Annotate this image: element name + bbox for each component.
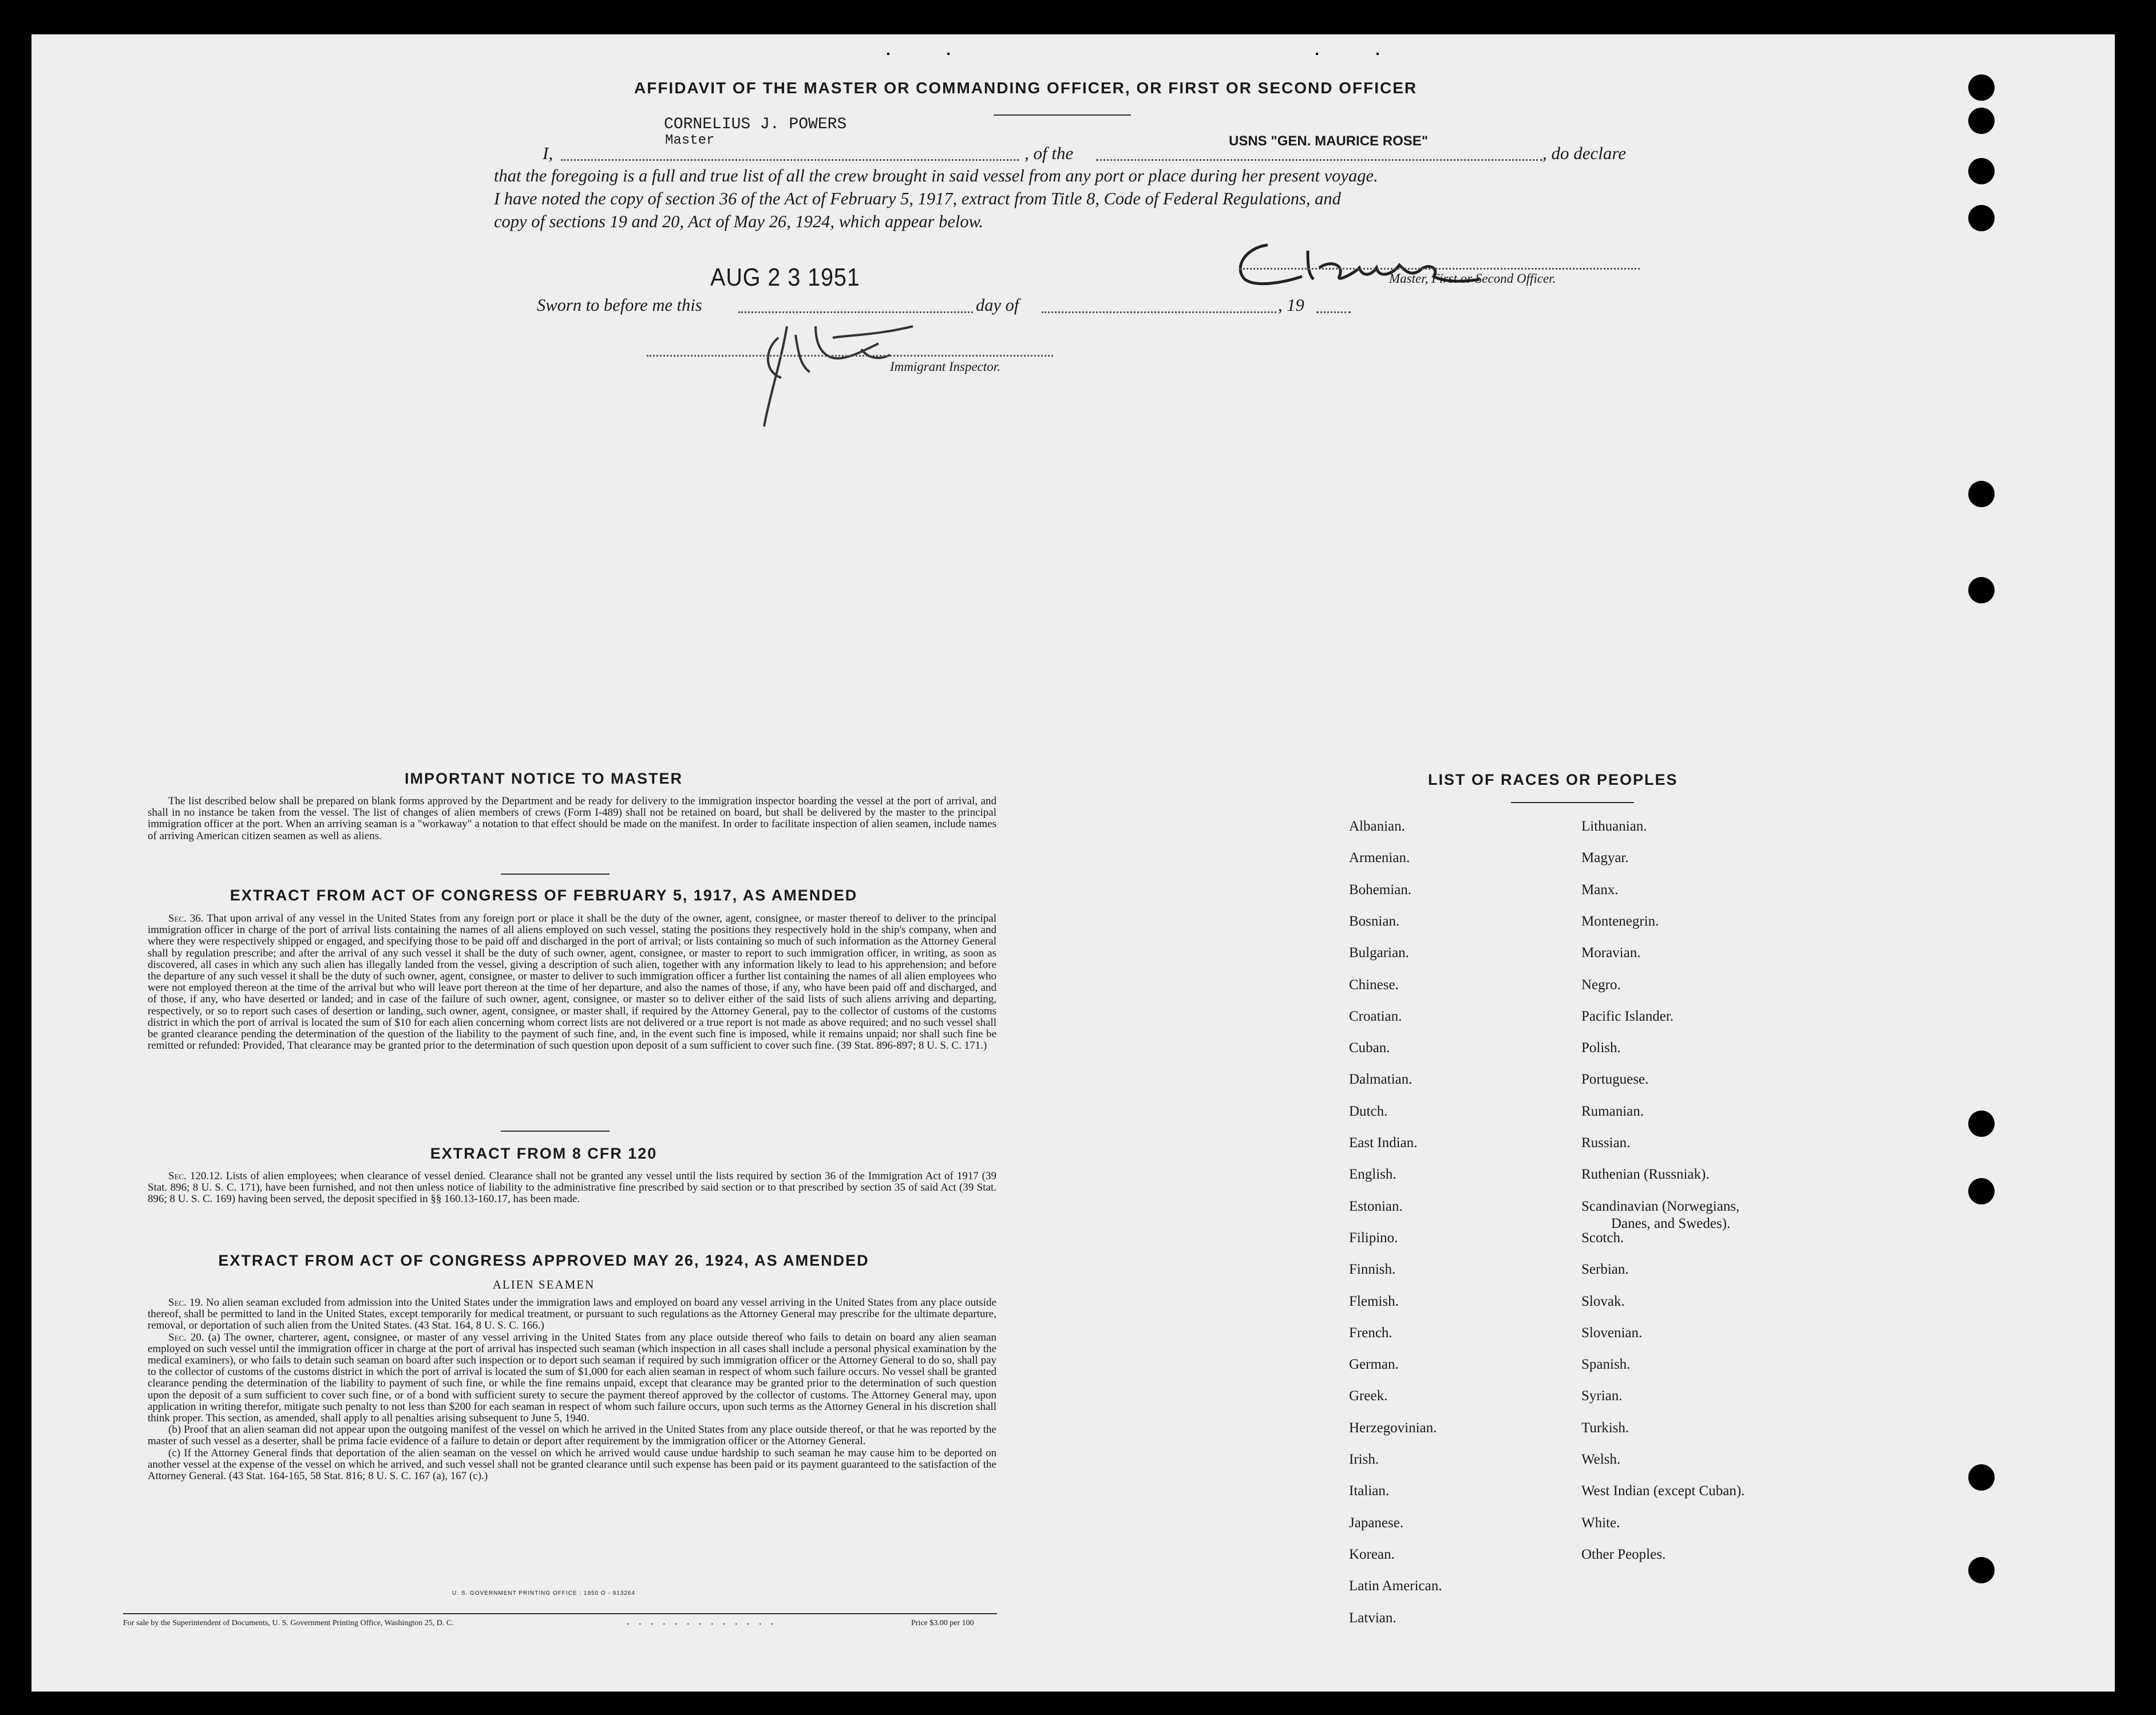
title-rule — [994, 114, 1131, 116]
punch-hole — [1968, 205, 1995, 231]
punch-hole — [1968, 481, 1995, 507]
sec-20-c-body: (c) If the Attorney General finds that deportation of the alien seaman on the vessel on which he arrived would cause undue hardship to such seaman he may cause him to be deported on another vessel at the expense of the vessel on which he arrived, and such vessel shall not be granted clearance until such expense has been paid or its payment guaranteed to the satisfaction of the Attorney General. (43 Stat. 164-165, 58 Stat. 816; 8 U. S. C. 167 (a), 167 (c).) — [148, 1447, 996, 1483]
extract-1917-section-label: Sec. 36. — [168, 912, 204, 924]
race-item: Danes, and Swedes). — [1611, 1216, 1731, 1231]
sec-19-body: No alien seaman excluded from admission into the United States under the immigration laws and employed on board any vessel arriving in the United States from any place outside thereof, shall be permitted to land in the United States, except temporarily for medical treatment, or pursuant to such regulations as the Attorney General may prescribe for the ultimate departure, removal, or deportation of such alien from the United States. (43 Stat. 164, 8 U. S. C. 166.) — [148, 1297, 996, 1332]
race-item: Japanese. — [1349, 1515, 1404, 1531]
footer-leader: . . . . . . . . . . . . . — [627, 1615, 777, 1627]
declare-of-the: , of the — [1024, 143, 1074, 163]
extract-1917-title: EXTRACT FROM ACT OF CONGRESS OF FEBRUARY 5, 1917, AS AMENDED — [230, 887, 858, 904]
punch-hole — [1968, 1111, 1995, 1137]
master-name-line — [561, 159, 1019, 161]
punch-hole — [1968, 1178, 1995, 1204]
master-signature-line — [1239, 268, 1640, 270]
race-item: West Indian (except Cuban). — [1581, 1483, 1745, 1499]
race-item: Chinese. — [1349, 977, 1399, 993]
typed-master-name: CORNELIUS J. POWERS — [664, 116, 847, 133]
divider-1 — [501, 874, 610, 875]
sec-20-a-body: (a) The owner, charterer, agent, consignee, or master of any vessel arriving in the United States from any place outside thereof who fails to detain on board any alien seaman employed on such vessel until the immigration officer in charge at the port of arrival has inspected such seaman (which inspection in all cases shall include a personal physical examination by the medical examiners), or who fails to detain such seaman on board after such inspection or to deport such seaman if required by such immigration officer or the Attorney General to do so, shall pay to the collector of customs of the customs district in which the port of arrival is located the sum of $1,000 for each alien seaman in respect of whom such failure occurs. No vessel shall be granted clearance pending the determination of the liability to payment of such fine, or while the fine remains unpaid, except that clearance may be granted prior to the determination of such question upon the deposit of a sum sufficient to cover such fine, or of a bond with sufficient surety to secure the payment thereof approved by the collector of customs. The Attorney General may, upon application in writing therefor, mitigate such penalty to not less than $200 for each seaman in respect of whom such failure occurs, upon such terms as the Attorney General in his discretion shall think proper. This section, as amended, shall apply to all penalties arising subsequent to June 5, 1940. — [148, 1331, 996, 1425]
speck — [947, 53, 950, 55]
race-item: Estonian. — [1349, 1198, 1403, 1214]
race-item: Bulgarian. — [1349, 945, 1409, 961]
extract-cfr-section-label: Sec. 120.12. — [168, 1170, 223, 1182]
speck — [1316, 53, 1318, 55]
extract-cfr-body: Lists of alien employees; when clearance of vessel denied. Clearance shall not be granted any vessel until the lists required by section 36 of the Immigration Act of 1917 (39 Stat. 896; 8 U. S. C. 171), have been furnished, and not then unless notice of liability to the administrative fine prescribed by said section or to that prescribed by section 35 of said Act (39 Stat. 896; 8 U. S. C. 169) having been served, the deposit specified in §§ 160.13-160.17, has been made. — [148, 1170, 996, 1206]
race-item: Syrian. — [1581, 1388, 1623, 1404]
affidavit-body-line-3: I have noted the copy of section 36 of the Act of February 5, 1917, extract from Title 8, Code of Federal Regulations, and — [494, 189, 1341, 208]
extract-cfr-title: EXTRACT FROM 8 CFR 120 — [430, 1145, 658, 1162]
race-item: East Indian. — [1349, 1135, 1418, 1151]
notice-text-block — [148, 796, 996, 842]
affidavit-title: AFFIDAVIT OF THE MASTER OR COMMANDING OFFICER, OR FIRST OR SECOND OFFICER — [634, 79, 1418, 97]
notice-body: The list described below shall be prepared on blank forms approved by the Department and be ready for delivery to the immigration inspector boarding the vessel at the port of arrival, and shall in no instance be taken from the vessel. The list of changes of alien members of crews (Form I-489) shall not be retained on board, but shall be delivered by the master to the principal immigration officer at the port. When an arriving seaman is a "workaway" a notation to that effect should be made on the manifest. In order to facilitate inspection of alien seamen, include names of arriving American citizen seamen as well as aliens. — [148, 795, 996, 842]
race-item: Magyar. — [1581, 850, 1629, 866]
race-item: Armenian. — [1349, 850, 1410, 866]
race-item: Croatian. — [1349, 1008, 1402, 1024]
race-item: Montenegrin. — [1581, 913, 1659, 929]
race-item: Korean. — [1349, 1546, 1395, 1562]
race-item: Bohemian. — [1349, 882, 1412, 898]
race-item: Pacific Islander. — [1581, 1008, 1674, 1024]
race-item: Moravian. — [1581, 945, 1641, 961]
race-item: Negro. — [1581, 977, 1621, 993]
race-item: Ruthenian (Russniak). — [1581, 1167, 1710, 1183]
punch-hole — [1968, 158, 1995, 184]
race-item: Polish. — [1581, 1040, 1621, 1056]
footer-rule — [123, 1613, 997, 1614]
master-signature — [1222, 228, 1497, 302]
declare-end: , do declare — [1542, 143, 1627, 163]
race-item: Greek. — [1349, 1388, 1388, 1404]
extract-1917-body: That upon arrival of any vessel in the United States from any foreign port or place it shall be the duty of the owner, agent, consignee, or master thereof to deliver to the principal immigration officer in charge of the port of arrival lists containing the names of all aliens employed on such vessel, stating the positions they respectively hold in the ship's company, when and where they were respectively shipped or engaged, and specifying those to be paid off and discharged in the port of arrival; or lists containing so much of such information as the Attorney General shall by regulation prescribe; and after the arrival of any such vessel it shall be the duty of such owner, agent, consignee, or master to report to such immigration officer, in writing, as soon as discovered, all cases in which any such alien has illegally landed from the vessel, giving a description of such alien, together with any information likely to lead to his apprehension; and before the departure of any such vessel it shall be the duty of such owner, agent, consignee, or master to deliver to such immigration officer a further list containing the names of all alien employees who were not employed thereon at the time of the arrival but who will leave port thereon at the time of her departure, and also the names of those, if any, who have been paid off and discharged, and of those, if any, who have deserted or landed; and in case of the failure of such owner, agent, consignee, or master so to deliver either of the said lists of such aliens arriving and departing, respectively, or so to report such cases of desertion or landing, such owner, agent, consignee, or master shall, if required by the Attorney General, pay to the collector of customs of the customs district in which the port of arrival is located the sum of $10 for each alien concerning whom correct lists are not delivered or a true report is not made as above required; and no such vessel shall be granted clearance pending the determination of the question of the liability to the payment of such fine, and, in the event such fine is imposed, while it remains unpaid; nor shall such fine be remitted or refunded: Provided, That clearance may be granted prior to the determination of such question upon deposit of a sum sufficient to cover such fine. (39 Stat. 896-897; 8 U. S. C. 171.) — [148, 912, 996, 1052]
race-item: Portuguese. — [1581, 1072, 1649, 1088]
race-item: Albanian. — [1349, 819, 1405, 834]
race-item: Lithuanian. — [1581, 819, 1647, 834]
punch-hole — [1968, 1464, 1995, 1491]
extract-1917-text-block — [148, 913, 996, 1052]
alien-seamen-subtitle: ALIEN SEAMEN — [492, 1278, 595, 1291]
punch-hole — [1968, 74, 1995, 101]
race-item: Russian. — [1581, 1135, 1631, 1151]
race-item: German. — [1349, 1357, 1399, 1373]
typed-vessel-name: USNS "GEN. MAURICE ROSE" — [1229, 133, 1429, 149]
race-item: Flemish. — [1349, 1293, 1399, 1309]
speck — [887, 53, 889, 55]
price-text: Price $3.00 per 100 — [911, 1619, 974, 1627]
race-item: Serbian. — [1581, 1262, 1629, 1278]
divider-2 — [501, 1131, 610, 1132]
inspector-signature-line — [647, 355, 1053, 357]
typed-master-rank: Master — [665, 133, 715, 148]
race-item: Bosnian. — [1349, 913, 1400, 929]
race-item: Dalmatian. — [1349, 1072, 1413, 1088]
declare-i: I, — [543, 143, 553, 163]
race-item: Cuban. — [1349, 1040, 1390, 1056]
speck — [1376, 53, 1379, 55]
master-caption: Master, First or Second Officer. — [1389, 271, 1556, 286]
race-item: Slovak. — [1581, 1293, 1625, 1309]
gpo-imprint: U. S. GOVERNMENT PRINTING OFFICE : 1950 O - 913264 — [452, 1590, 635, 1597]
race-item: Latvian. — [1349, 1610, 1397, 1626]
notice-title: IMPORTANT NOTICE TO MASTER — [405, 770, 683, 787]
document-page — [31, 34, 2115, 1692]
punch-hole — [1968, 1557, 1995, 1583]
sworn-month-line — [1042, 311, 1276, 313]
punch-hole — [1968, 108, 1995, 134]
race-item: Scotch. — [1581, 1230, 1624, 1246]
race-item: Spanish. — [1581, 1357, 1631, 1373]
race-item: Dutch. — [1349, 1103, 1388, 1119]
races-rule — [1511, 802, 1634, 803]
race-item: French. — [1349, 1325, 1393, 1341]
race-item: Welsh. — [1581, 1452, 1621, 1467]
race-item: Slovenian. — [1581, 1325, 1643, 1341]
sworn-text: Sworn to before me this — [537, 295, 702, 315]
vessel-name-line — [1096, 159, 1542, 161]
race-item: English. — [1349, 1167, 1397, 1183]
year-prefix: , 19 — [1278, 295, 1304, 315]
extract-1924-text-block — [148, 1297, 996, 1482]
race-item: Turkish. — [1581, 1420, 1629, 1436]
race-item: Filipino. — [1349, 1230, 1398, 1246]
for-sale-text: For sale by the Superintendent of Documents, U. S. Government Printing Office, Washington 25, D. C. — [123, 1619, 454, 1627]
extract-1924-title: EXTRACT FROM ACT OF CONGRESS APPROVED MAY 26, 1924, AS AMENDED — [218, 1252, 869, 1269]
race-item: Latin American. — [1349, 1578, 1442, 1594]
race-item: Herzegovinian. — [1349, 1420, 1437, 1436]
sec-19-label: Sec. 19. — [168, 1297, 203, 1309]
race-item: White. — [1581, 1515, 1620, 1531]
day-of-text: day of — [976, 295, 1019, 315]
extract-cfr-text-block — [148, 1171, 996, 1206]
punch-hole — [1968, 577, 1995, 603]
race-item: Italian. — [1349, 1483, 1390, 1499]
race-item: Scandinavian (Norwegians, — [1581, 1198, 1740, 1214]
affidavit-body-line-2: that the foregoing is a full and true list of all the crew brought in said vessel from any port or place during her present voyage. — [494, 166, 1378, 185]
sworn-year-line — [1316, 311, 1351, 313]
race-item: Irish. — [1349, 1452, 1379, 1467]
race-item: Finnish. — [1349, 1262, 1396, 1278]
race-item: Other Peoples. — [1581, 1546, 1666, 1562]
affidavit-body-line-4: copy of sections 19 and 20, Act of May 26, 1924, which appear below. — [494, 212, 984, 231]
sec-20-b-body: (b) Proof that an alien seaman did not appear upon the outgoing manifest of the vessel on which he arrived in the United States from any place outside thereof, or that he was reported by the master of such vessel as a deserter, shall be prima facie evidence of a failure to detain or deport after requirement by the immigration officer or the Attorney General. — [148, 1424, 996, 1448]
sec-20-label: Sec. 20. — [168, 1331, 204, 1343]
races-title: LIST OF RACES OR PEOPLES — [1428, 771, 1678, 788]
date-stamp: AUG 2 3 1951 — [710, 263, 860, 291]
inspector-caption: Immigrant Inspector. — [890, 359, 1000, 374]
race-item: Rumanian. — [1581, 1103, 1644, 1119]
race-item: Manx. — [1581, 882, 1619, 898]
